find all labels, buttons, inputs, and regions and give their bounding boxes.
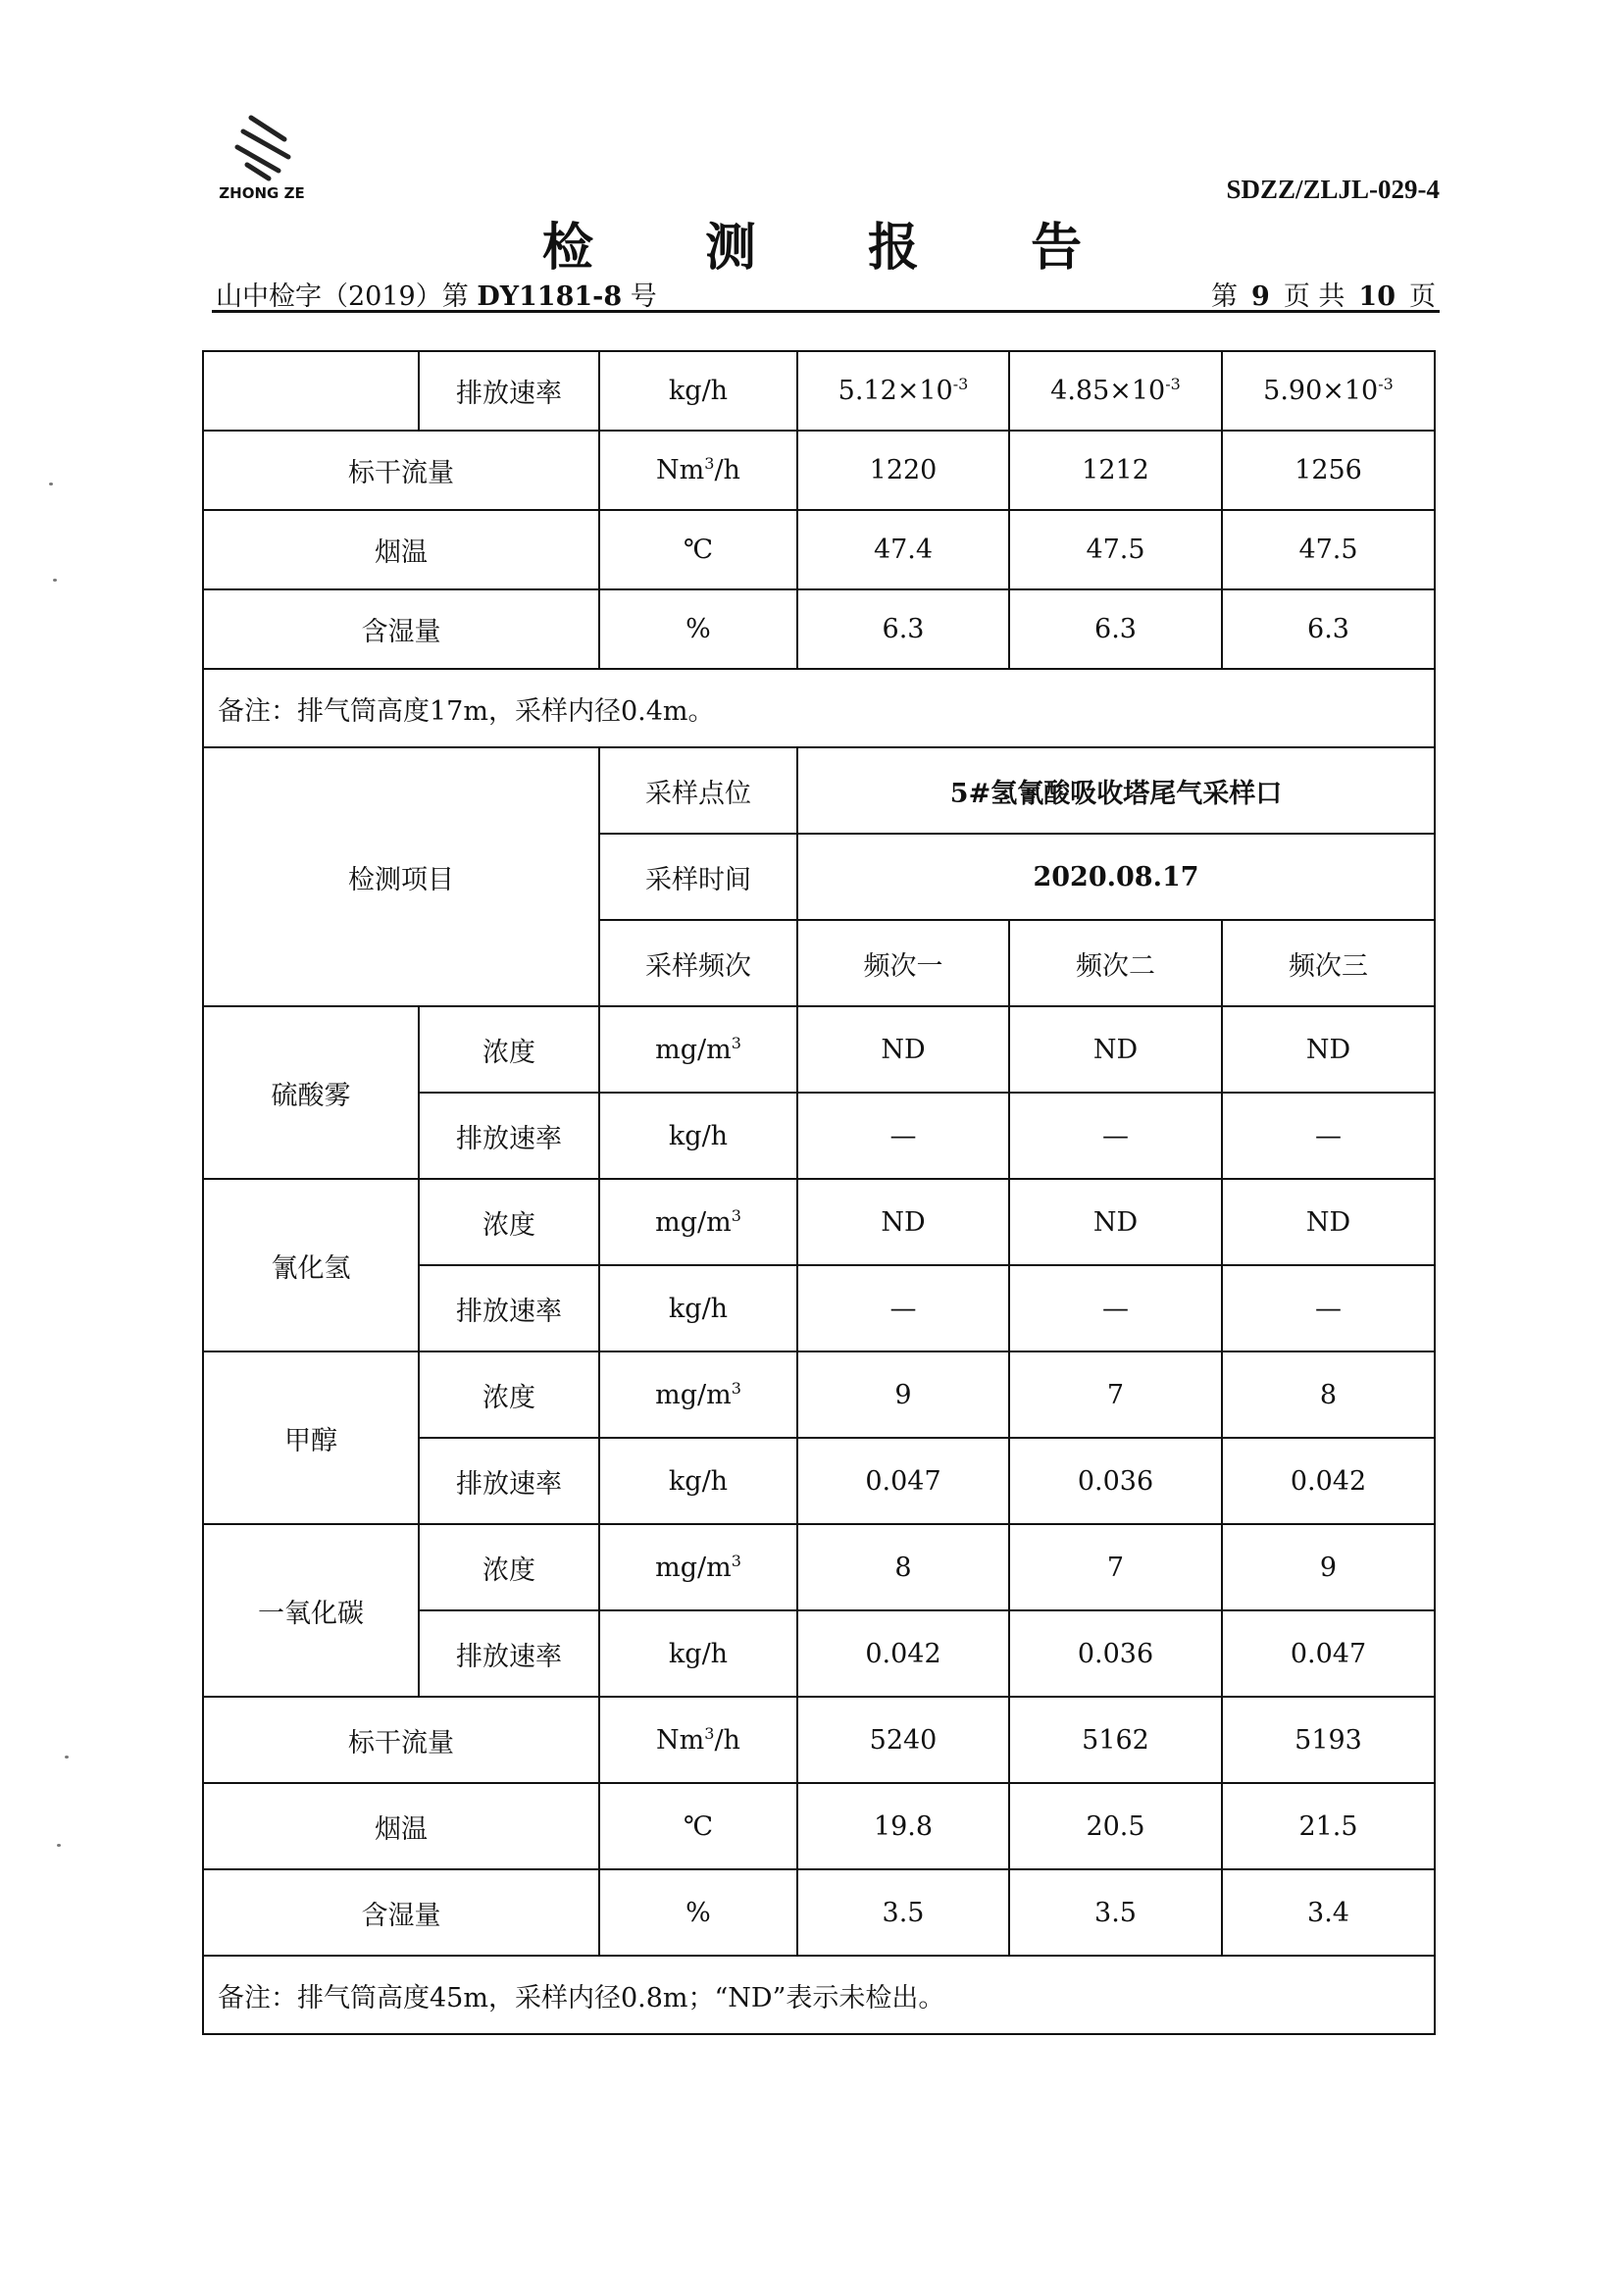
value-cell: — bbox=[1222, 1093, 1435, 1179]
value-cell: 3.4 bbox=[1222, 1869, 1435, 1956]
param-label: 浓度 bbox=[419, 1524, 599, 1610]
param-label: 烟温 bbox=[203, 1783, 599, 1869]
param-label: 浓度 bbox=[419, 1351, 599, 1438]
value-cell: 21.5 bbox=[1222, 1783, 1435, 1869]
value-cell: ND bbox=[1222, 1006, 1435, 1093]
value-cell: ND bbox=[1009, 1006, 1222, 1093]
table-row bbox=[203, 1869, 1435, 1956]
remark-note: 备注：排气筒高度45m，采样内径0.8m；“ND”表示未检出。 bbox=[203, 1956, 1435, 2034]
table-row bbox=[203, 1956, 1435, 2034]
pollutant-name: 甲醇 bbox=[203, 1351, 419, 1524]
table-row bbox=[203, 1006, 1435, 1093]
pollutant-name: 氰化氢 bbox=[203, 1179, 419, 1351]
emission-test-table bbox=[202, 350, 1436, 2035]
value-cell: $4.85\times 10^{-3}$ bbox=[1009, 351, 1222, 431]
unit-cell: kg/h bbox=[599, 1610, 797, 1697]
report-number bbox=[216, 275, 657, 313]
value-cell: ND bbox=[797, 1006, 1009, 1093]
value-cell: 47.5 bbox=[1009, 510, 1222, 589]
value-cell: 3.5 bbox=[797, 1869, 1009, 1956]
table-row bbox=[203, 510, 1435, 589]
unit-cell: $mg/m^3$ bbox=[599, 1179, 797, 1265]
value-cell: 9 bbox=[797, 1351, 1009, 1438]
value-cell: $5.90\times 10^{-3}$ bbox=[1222, 351, 1435, 431]
page-label: 第 bbox=[1211, 281, 1239, 312]
value-cell: ND bbox=[1009, 1179, 1222, 1265]
sampling-point-value: 5#氢氰酸吸收塔尾气采样口 bbox=[797, 747, 1435, 834]
item-header: 检测项目 bbox=[203, 747, 599, 1006]
value-cell: 1256 bbox=[1222, 431, 1435, 510]
unit-cell: kg/h bbox=[599, 1093, 797, 1179]
unit-cell: Nm$^3$/h bbox=[599, 1697, 797, 1783]
value-cell: 5162 bbox=[1009, 1697, 1222, 1783]
company-logo bbox=[208, 110, 316, 208]
param-label: 排放速率 bbox=[419, 1093, 599, 1179]
logo-text: ZHONG ZE bbox=[219, 184, 305, 202]
unit-cell: $mg/m^3$ bbox=[599, 1524, 797, 1610]
table-row bbox=[203, 1351, 1435, 1438]
pollutant-name: 硫酸雾 bbox=[203, 1006, 419, 1179]
unit-cell: % bbox=[599, 1869, 797, 1956]
value-cell: 0.047 bbox=[1222, 1610, 1435, 1697]
param-label: 排放速率 bbox=[419, 1438, 599, 1524]
value-cell: 3.5 bbox=[1009, 1869, 1222, 1956]
scan-speck bbox=[65, 1756, 69, 1759]
report-prefix: 山中检字（2019）第 bbox=[216, 281, 469, 312]
value-cell: — bbox=[1222, 1265, 1435, 1351]
value-cell: 6.3 bbox=[797, 589, 1009, 669]
table-row bbox=[203, 1179, 1435, 1265]
param-label: 采样时间 bbox=[599, 834, 797, 920]
scan-speck bbox=[53, 579, 57, 582]
value-cell: 20.5 bbox=[1009, 1783, 1222, 1869]
value-cell: — bbox=[797, 1265, 1009, 1351]
table-row bbox=[203, 351, 1435, 431]
value-cell: 7 bbox=[1009, 1524, 1222, 1610]
freq-header: 频次二 bbox=[1009, 920, 1222, 1006]
sampling-time-value: 2020.08.17 bbox=[797, 834, 1435, 920]
scan-speck bbox=[57, 1844, 61, 1847]
value-cell: 0.042 bbox=[1222, 1438, 1435, 1524]
value-cell: 47.4 bbox=[797, 510, 1009, 589]
page-label: 页 共 bbox=[1283, 281, 1345, 312]
param-label: 含湿量 bbox=[203, 1869, 599, 1956]
page-label: 页 bbox=[1409, 281, 1436, 312]
value-cell: 5193 bbox=[1222, 1697, 1435, 1783]
unit-cell: kg/h bbox=[599, 1265, 797, 1351]
param-label: 烟温 bbox=[203, 510, 599, 589]
value-cell: 19.8 bbox=[797, 1783, 1009, 1869]
param-label: 采样频次 bbox=[599, 920, 797, 1006]
document-code: SDZZ/ZLJL-029-4 bbox=[1226, 175, 1440, 204]
scan-speck bbox=[49, 483, 53, 485]
value-cell: 1220 bbox=[797, 431, 1009, 510]
value-cell: 7 bbox=[1009, 1351, 1222, 1438]
table-row bbox=[203, 1697, 1435, 1783]
value-cell: 47.5 bbox=[1222, 510, 1435, 589]
param-label: 浓度 bbox=[419, 1179, 599, 1265]
freq-header: 频次一 bbox=[797, 920, 1009, 1006]
value-cell: 0.036 bbox=[1009, 1438, 1222, 1524]
param-label: 含湿量 bbox=[203, 589, 599, 669]
page-number bbox=[1211, 275, 1436, 313]
value-cell: — bbox=[1009, 1093, 1222, 1179]
value-cell: ND bbox=[1222, 1179, 1435, 1265]
freq-header: 频次三 bbox=[1222, 920, 1435, 1006]
table-row bbox=[203, 1524, 1435, 1610]
value-cell: 8 bbox=[797, 1524, 1009, 1610]
unit-cell: kg/h bbox=[599, 351, 797, 431]
table-cell bbox=[203, 351, 419, 431]
value-cell: 1212 bbox=[1009, 431, 1222, 510]
report-header-line bbox=[212, 267, 1440, 313]
param-label: 排放速率 bbox=[419, 1265, 599, 1351]
value-cell: — bbox=[1009, 1265, 1222, 1351]
unit-cell: % bbox=[599, 589, 797, 669]
page-total: 10 bbox=[1358, 281, 1396, 312]
value-cell: 6.3 bbox=[1222, 589, 1435, 669]
unit-cell: ℃ bbox=[599, 1783, 797, 1869]
table-row bbox=[203, 589, 1435, 669]
value-cell: $5.12\times 10^{-3}$ bbox=[797, 351, 1009, 431]
param-label: 标干流量 bbox=[203, 431, 599, 510]
param-label: 排放速率 bbox=[419, 1610, 599, 1697]
value-cell: 9 bbox=[1222, 1524, 1435, 1610]
unit-cell: ℃ bbox=[599, 510, 797, 589]
table-row bbox=[203, 431, 1435, 510]
report-no-value: DY1181-8 bbox=[477, 281, 623, 312]
table-row bbox=[203, 747, 1435, 834]
param-label: 排放速率 bbox=[419, 351, 599, 431]
param-label: 采样点位 bbox=[599, 747, 797, 834]
remark-note: 备注：排气筒高度17m，采样内径0.4m。 bbox=[203, 669, 1435, 747]
page-current: 9 bbox=[1251, 281, 1270, 312]
unit-cell: kg/h bbox=[599, 1438, 797, 1524]
value-cell: 8 bbox=[1222, 1351, 1435, 1438]
table-row bbox=[203, 1783, 1435, 1869]
value-cell: 6.3 bbox=[1009, 589, 1222, 669]
value-cell: 0.047 bbox=[797, 1438, 1009, 1524]
unit-cell: $mg/m^3$ bbox=[599, 1351, 797, 1438]
value-cell: 0.042 bbox=[797, 1610, 1009, 1697]
unit-cell: Nm$^3$/h bbox=[599, 431, 797, 510]
value-cell: 5240 bbox=[797, 1697, 1009, 1783]
pollutant-name: 一氧化碳 bbox=[203, 1524, 419, 1697]
value-cell: — bbox=[797, 1093, 1009, 1179]
unit-cell: $mg/m^3$ bbox=[599, 1006, 797, 1093]
value-cell: ND bbox=[797, 1179, 1009, 1265]
zhongze-logo-icon bbox=[208, 110, 316, 188]
table-row bbox=[203, 669, 1435, 747]
page-title: 检 测 报 告 bbox=[541, 218, 1130, 278]
report-suffix: 号 bbox=[630, 281, 657, 312]
param-label: 浓度 bbox=[419, 1006, 599, 1093]
param-label: 标干流量 bbox=[203, 1697, 599, 1783]
value-cell: 0.036 bbox=[1009, 1610, 1222, 1697]
